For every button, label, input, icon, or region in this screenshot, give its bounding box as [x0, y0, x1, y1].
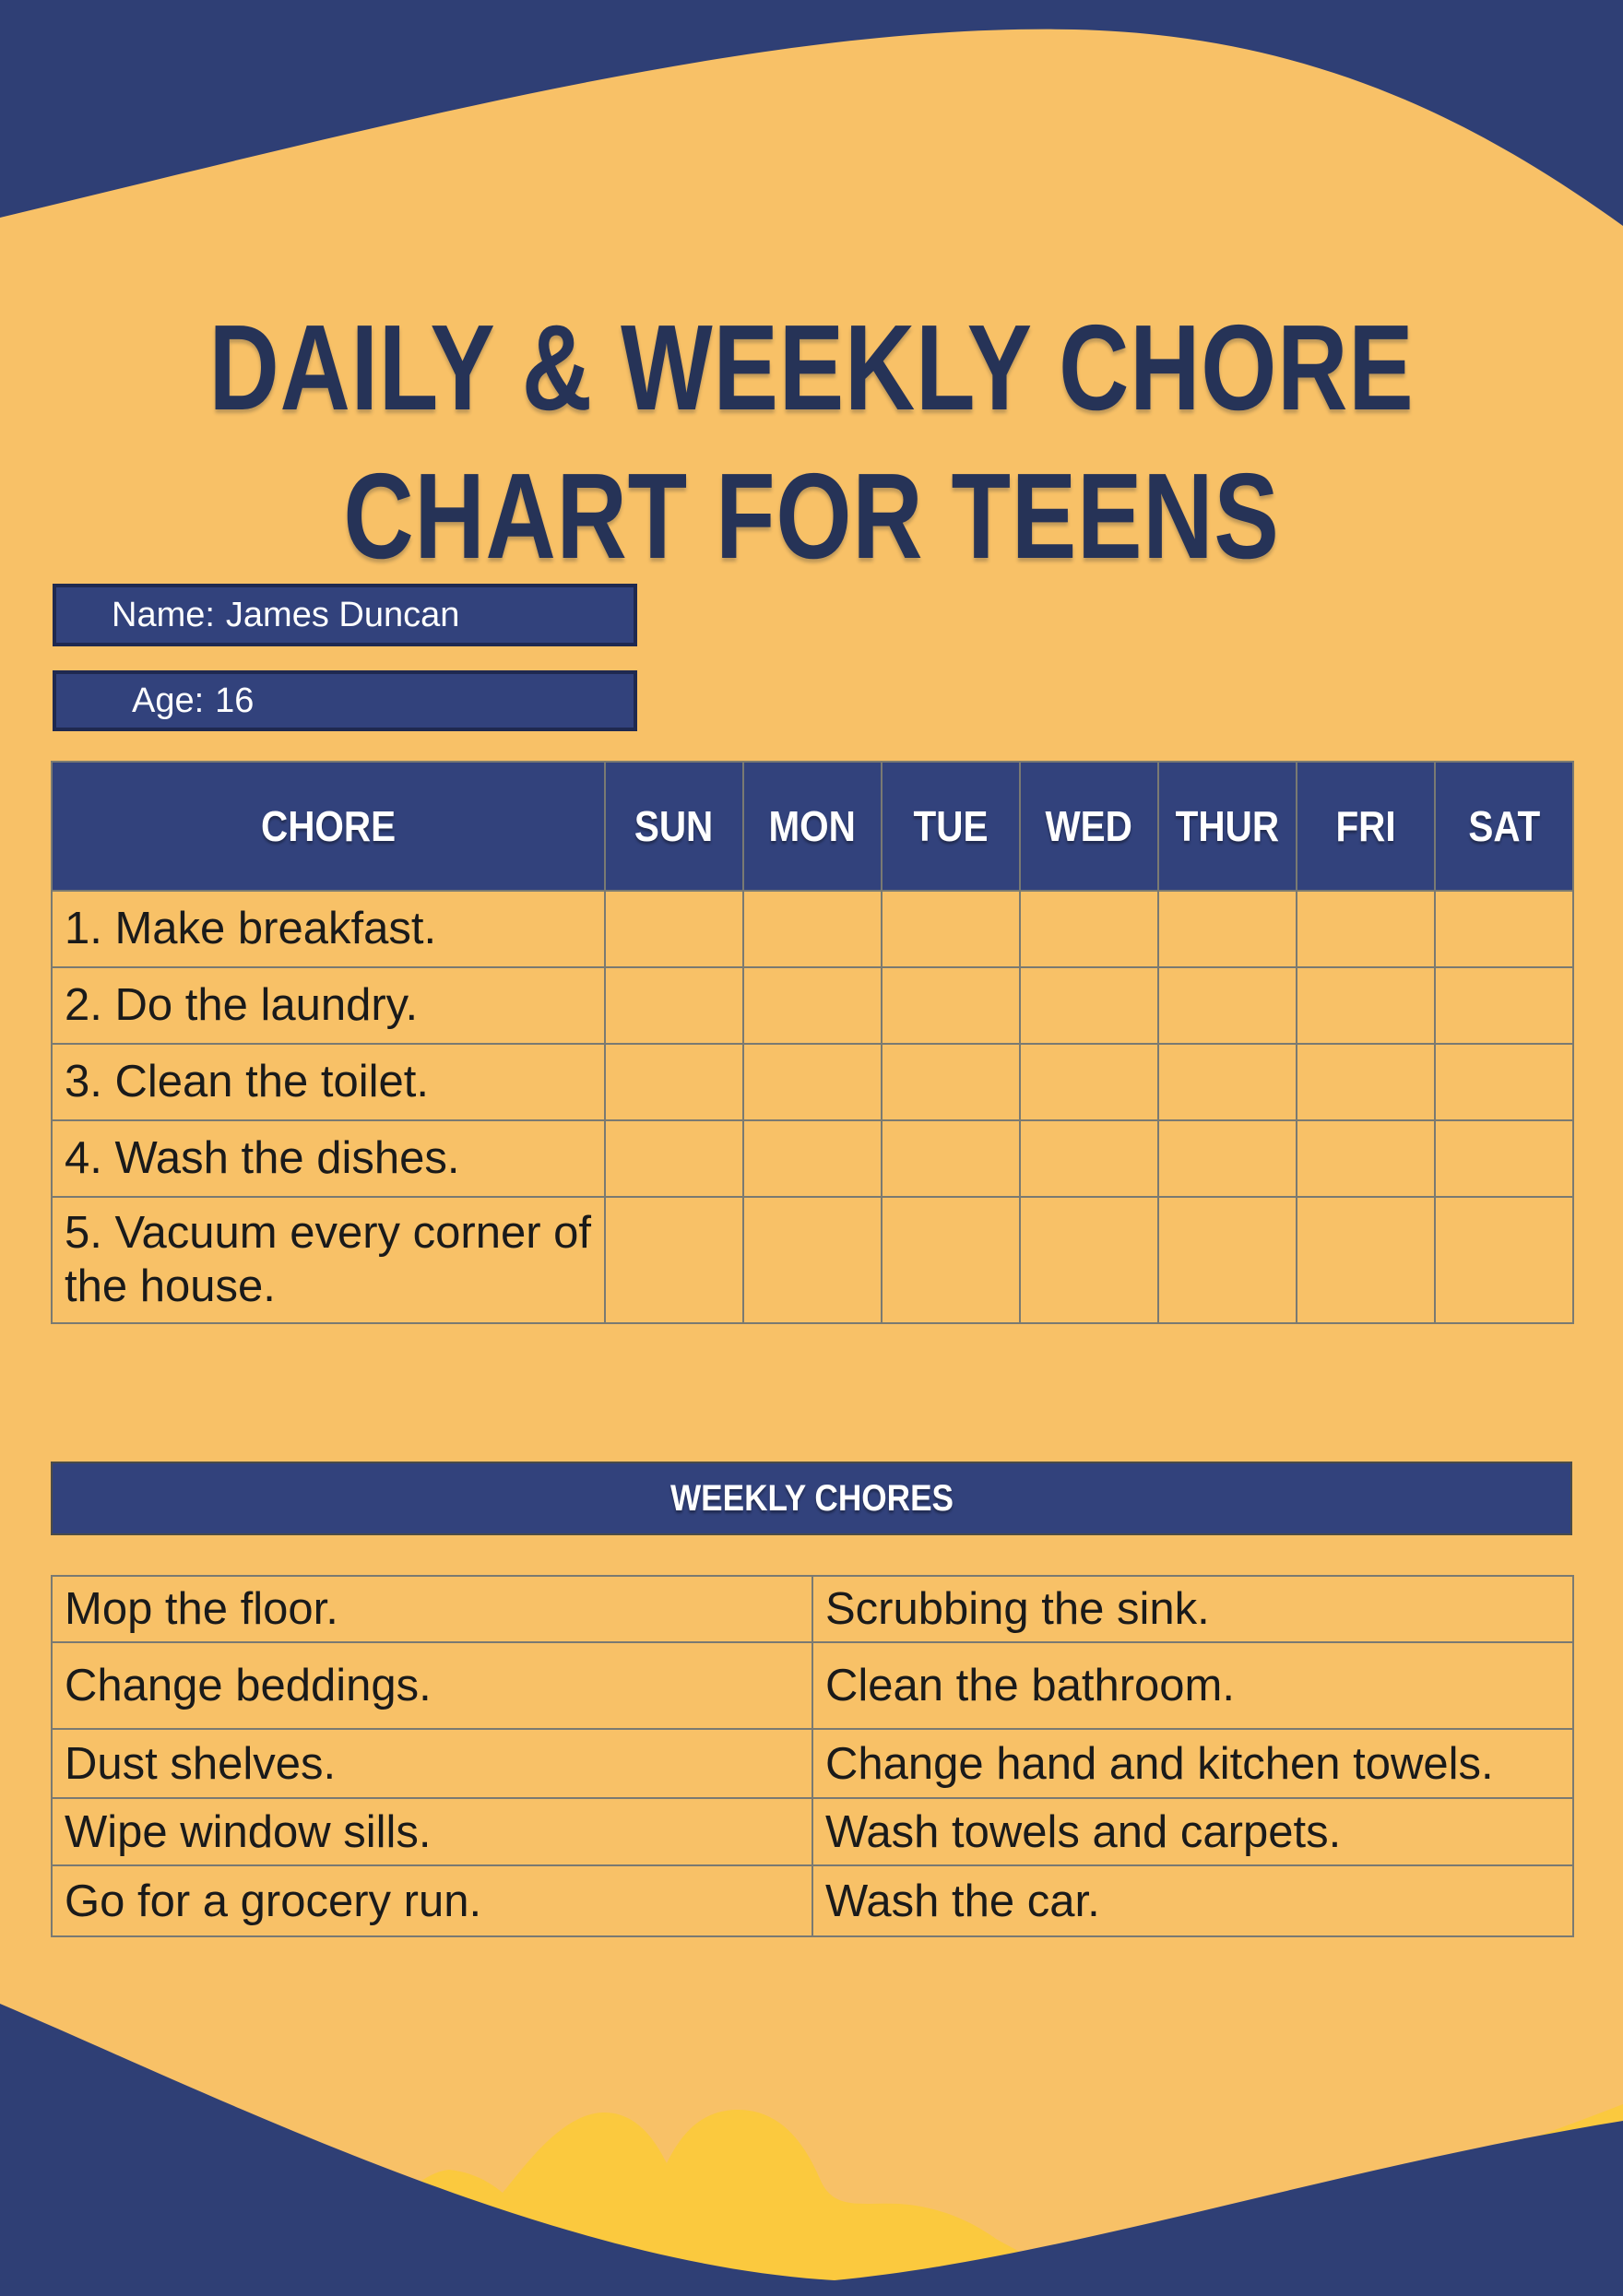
weekly-chore-text: Scrubbing the sink. — [812, 1576, 1573, 1642]
name-value: James Duncan — [225, 595, 460, 634]
day-cell — [1020, 891, 1158, 967]
weekly-row-5 — [52, 1865, 1573, 1936]
chore-column-header: CHORE — [52, 762, 605, 891]
day-cell — [1435, 1197, 1573, 1323]
weekly-chore-text: Change beddings. — [52, 1642, 812, 1729]
daily-chore-row-1 — [52, 891, 1573, 967]
day-cell — [1158, 967, 1297, 1044]
day-cell — [882, 1044, 1020, 1120]
age-field — [53, 670, 637, 731]
weekly-chore-text: Clean the bathroom. — [812, 1642, 1573, 1729]
daily-chore-row-2 — [52, 967, 1573, 1044]
day-cell — [1297, 967, 1435, 1044]
bottom-navy-wave-shape — [0, 2004, 1623, 2296]
day-cell — [1435, 1044, 1573, 1120]
day-column-header-thur: THUR — [1158, 762, 1297, 891]
day-cell — [743, 1044, 882, 1120]
gold-blob-shape — [360, 2110, 1097, 2296]
day-cell — [1158, 1044, 1297, 1120]
weekly-chore-text: Go for a grocery run. — [52, 1865, 812, 1936]
day-cell — [882, 891, 1020, 967]
chore-text: 3. Clean the toilet. — [52, 1044, 605, 1120]
weekly-chore-text: Change hand and kitchen towels. — [812, 1729, 1573, 1798]
daily-chore-row-3 — [52, 1044, 1573, 1120]
daily-chore-row-5 — [52, 1197, 1573, 1323]
weekly-chore-text: Wash the car. — [812, 1865, 1573, 1936]
weekly-chores-header — [51, 1462, 1572, 1535]
day-cell — [1297, 1044, 1435, 1120]
day-column-header-sun: SUN — [605, 762, 743, 891]
day-cell — [1297, 1197, 1435, 1323]
weekly-row-1 — [52, 1576, 1573, 1642]
day-column-header-mon: MON — [743, 762, 882, 891]
day-cell — [605, 967, 743, 1044]
day-cell — [743, 967, 882, 1044]
weekly-chore-text: Wash towels and carpets. — [812, 1798, 1573, 1865]
weekly-chore-text: Wipe window sills. — [52, 1798, 812, 1865]
day-cell — [882, 1120, 1020, 1197]
day-column-header-sat: SAT — [1435, 762, 1573, 891]
chore-text: 4. Wash the dishes. — [52, 1120, 605, 1197]
day-cell — [1297, 891, 1435, 967]
chore-text: 2. Do the laundry. — [52, 967, 605, 1044]
age-label: Age: — [132, 681, 205, 720]
day-cell — [1020, 967, 1158, 1044]
day-cell — [882, 1197, 1020, 1323]
chore-text: 5. Vacuum every corner of the house. — [52, 1197, 605, 1323]
weekly-chores-table — [51, 1575, 1574, 1937]
bottom-wave-decoration — [0, 1982, 1623, 2296]
day-cell — [882, 967, 1020, 1044]
name-field — [53, 584, 637, 646]
daily-table-header-row — [52, 762, 1573, 891]
day-cell — [1158, 1197, 1297, 1323]
name-label: Name: — [112, 595, 215, 634]
weekly-chore-text: Dust shelves. — [52, 1729, 812, 1798]
weekly-row-2 — [52, 1642, 1573, 1729]
day-cell — [1020, 1120, 1158, 1197]
weekly-row-4 — [52, 1798, 1573, 1865]
day-cell — [1158, 1120, 1297, 1197]
weekly-row-3 — [52, 1729, 1573, 1798]
age-value: 16 — [215, 681, 255, 720]
day-cell — [1020, 1197, 1158, 1323]
day-cell — [1297, 1120, 1435, 1197]
day-cell — [605, 1120, 743, 1197]
day-cell — [605, 891, 743, 967]
day-cell — [605, 1197, 743, 1323]
day-cell — [1435, 891, 1573, 967]
weekly-chore-text: Mop the floor. — [52, 1576, 812, 1642]
daily-chore-table — [51, 761, 1574, 1324]
day-cell — [743, 891, 882, 967]
day-cell — [743, 1120, 882, 1197]
day-column-header-tue: TUE — [882, 762, 1020, 891]
day-cell — [1158, 891, 1297, 967]
day-cell — [1020, 1044, 1158, 1120]
daily-chore-row-4 — [52, 1120, 1573, 1197]
weekly-chores-header-label: WEEKLY CHORES — [669, 1477, 954, 1519]
day-cell — [1435, 1120, 1573, 1197]
page-title-line2: CHART FOR TEENS — [343, 448, 1280, 585]
day-column-header-wed: WED — [1020, 762, 1158, 891]
page-title — [162, 293, 1461, 590]
gold-crescent-shape — [1337, 2104, 1623, 2224]
chore-text: 1. Make breakfast. — [52, 891, 605, 967]
day-column-header-fri: FRI — [1297, 762, 1435, 891]
day-cell — [1435, 967, 1573, 1044]
page-title-line1: DAILY & WEEKLY CHORE — [208, 300, 1415, 435]
day-cell — [605, 1044, 743, 1120]
day-cell — [743, 1197, 882, 1323]
